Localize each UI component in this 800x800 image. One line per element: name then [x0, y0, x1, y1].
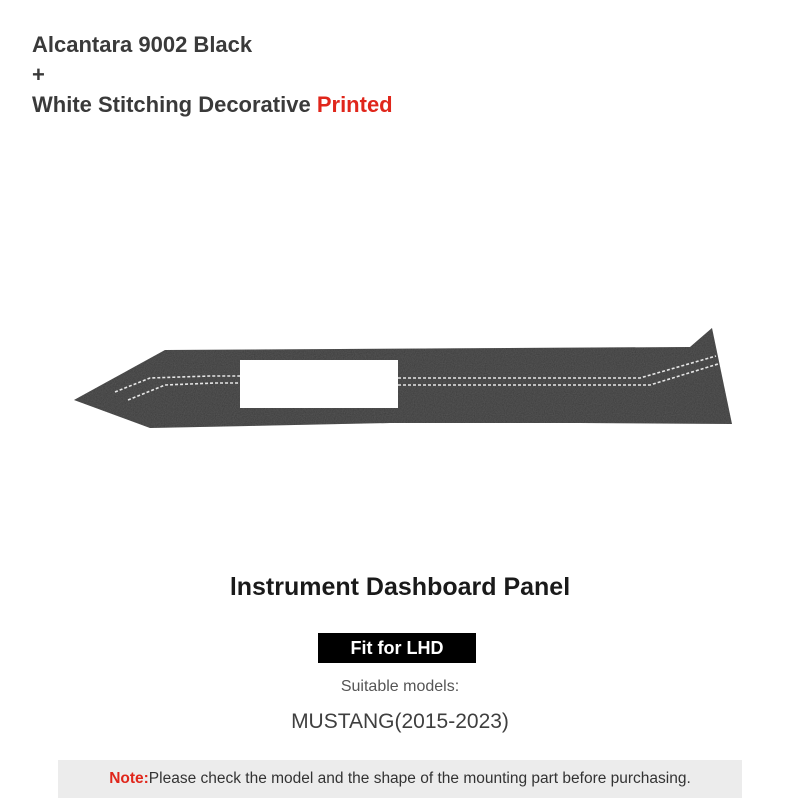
stitching-title: [32, 90, 393, 120]
printed-highlight: Printed: [316, 92, 393, 117]
title-block: [32, 30, 393, 120]
note-text: Please check the model and the shape of the mounting part before purchasing.: [148, 770, 691, 787]
note-bar: [58, 760, 742, 798]
dashboard-panel-image: [0, 300, 800, 460]
suitable-models-label: Suitable models:: [340, 678, 460, 695]
stitching-text: White Stitching Decorative: [32, 92, 317, 117]
note-label: Note:: [109, 770, 149, 787]
plus-sign: +: [32, 62, 45, 87]
model-name: MUSTANG(2015-2023): [291, 710, 509, 733]
material-title: Alcantara 9002 Black: [32, 32, 253, 57]
product-name: lnstrument Dashboard Panel: [229, 573, 571, 601]
fit-badge: Fit for LHD: [318, 633, 476, 663]
